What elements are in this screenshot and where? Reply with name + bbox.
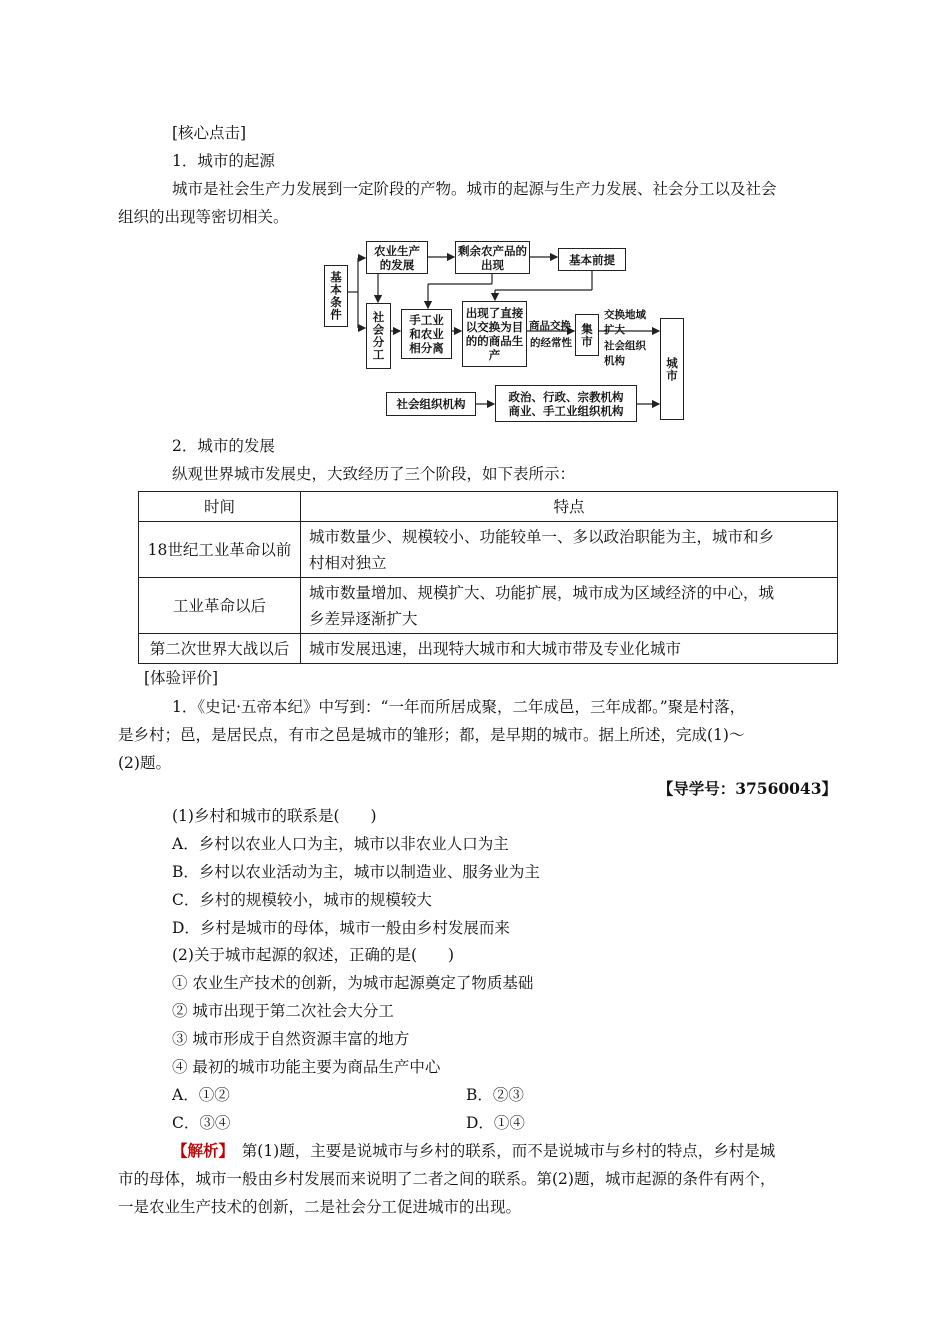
label-expand-2: 扩大 <box>604 324 625 336</box>
table-header-row <box>139 492 838 522</box>
question-line: 是乡村；邑，是居民点，有市之邑是城市的雏形；都，是早期的城市。据上所述，完成(1)～ <box>118 726 745 744</box>
box-market: 集市 <box>575 314 599 356</box>
choice-b: B．②③ <box>466 1086 524 1104</box>
section-title-origin: 1．城市的起源 <box>172 152 275 170</box>
box-surplus-produce: 剩余农产品的出现 <box>455 241 530 274</box>
question-line: (2)题。 <box>118 754 171 772</box>
statement-item: ② 城市出现于第二次社会大分工 <box>172 1002 394 1020</box>
table-row <box>139 634 838 664</box>
box-basic-conditions: 基本条件 <box>324 265 348 327</box>
cell-line: 城市数量少、规模较小、功能较单一、多以政治职能为主，城市和乡 <box>309 527 775 546</box>
choice-a: A．①② <box>172 1086 230 1104</box>
option-d: D．乡村是城市的母体，城市一般由乡村发展而来 <box>172 919 510 937</box>
analysis-tag: 【解析】 <box>172 1141 227 1160</box>
table-cell-feature <box>301 522 838 578</box>
subquestion-2: (2)关于城市起源的叙述，正确的是( ) <box>172 946 455 964</box>
paragraph-line: 纵观世界城市发展史，大致经历了三个阶段，如下表所示： <box>172 465 576 483</box>
guide-number: 【导学号：37560043】 <box>657 779 837 798</box>
section-heading-core: [核心点击] <box>172 124 247 142</box>
box-institutions: 政治、行政、宗教机构 商业、手工业组织机构 <box>495 385 637 422</box>
city-origin-diagram <box>320 232 692 426</box>
subquestion-1: (1)乡村和城市的联系是( ) <box>172 807 377 825</box>
table-cell-feature <box>301 578 838 634</box>
choice-d: D．①④ <box>466 1114 525 1132</box>
label-org-2: 机构 <box>604 355 625 367</box>
box-social-organization: 社会组织机构 <box>386 392 476 416</box>
label-org-1: 社会组织 <box>604 340 646 352</box>
analysis-text: 第(1)题，主要是说城市与乡村的联系，而不是说城市与乡村的特点，乡村是城 <box>226 1142 776 1160</box>
box-basic-premise: 基本前提 <box>558 248 626 271</box>
analysis-line: 市的母体，城市一般由乡村发展而来说明了二者之间的联系。第(2)题，城市起源的条件有两个， <box>118 1170 776 1188</box>
box-agri-development: 农业生产的发展 <box>366 241 428 274</box>
label-expand-1: 交换地域 <box>604 309 646 321</box>
box-craft-agri-separation: 手工业和农业相分离 <box>401 309 452 359</box>
table-cell-time: 18世纪工业革命以前 <box>139 522 301 578</box>
option-a: A．乡村以农业人口为主，城市以非农业人口为主 <box>172 835 509 853</box>
cell-line: 城市数量增加、规模扩大、功能扩展，城市成为区域经济的中心，城 <box>309 583 775 602</box>
cell-line: 乡差异逐渐扩大 <box>309 609 418 628</box>
table-row <box>139 522 838 578</box>
statement-item: ① 农业生产技术的创新，为城市起源奠定了物质基础 <box>172 974 534 992</box>
option-b: B．乡村以农业活动为主，城市以制造业、服务业为主 <box>172 863 540 881</box>
label-exchange-2: 的经常性 <box>530 337 572 349</box>
table-header-time: 时间 <box>139 492 301 522</box>
paragraph-line: 组织的出现等密切相关。 <box>118 208 289 226</box>
table-cell-feature: 城市发展迅速，出现特大城市和大城市带及专业化城市 <box>301 634 838 664</box>
option-c: C．乡村的规模较小，城市的规模较大 <box>172 891 432 909</box>
paragraph-line: 城市是社会生产力发展到一定阶段的产物。城市的起源与生产力发展、社会分工以及社会 <box>172 180 777 198</box>
table-header-feature: 特点 <box>301 492 838 522</box>
label-exchange-1: 商品交换 <box>529 320 571 332</box>
box-social-division: 社会分工 <box>366 303 391 369</box>
analysis-line <box>172 1141 775 1161</box>
cell-line: 村相对独立 <box>309 553 387 572</box>
box-city: 城市 <box>660 318 684 420</box>
table-row <box>139 578 838 634</box>
choice-c: C．③④ <box>172 1114 231 1132</box>
box-commodity-production: 出现了直接以交换为目的的商品生产 <box>462 301 527 367</box>
stages-table <box>138 491 838 664</box>
table-cell-time: 工业革命以后 <box>139 578 301 634</box>
statement-item: ③ 城市形成于自然资源丰富的地方 <box>172 1030 410 1048</box>
question-line: 1．《史记·五帝本纪》中写到：“一年而所居成聚，二年成邑，三年成都。”聚是村落， <box>172 698 746 716</box>
section-heading-eval: [体验评价] <box>144 669 219 687</box>
table-cell-time: 第二次世界大战以后 <box>139 634 301 664</box>
analysis-line: 一是农业生产技术的创新，二是社会分工促进城市的出现。 <box>118 1198 522 1216</box>
section-title-development: 2．城市的发展 <box>172 437 275 455</box>
statement-item: ④ 最初的城市功能主要为商品生产中心 <box>172 1058 441 1076</box>
